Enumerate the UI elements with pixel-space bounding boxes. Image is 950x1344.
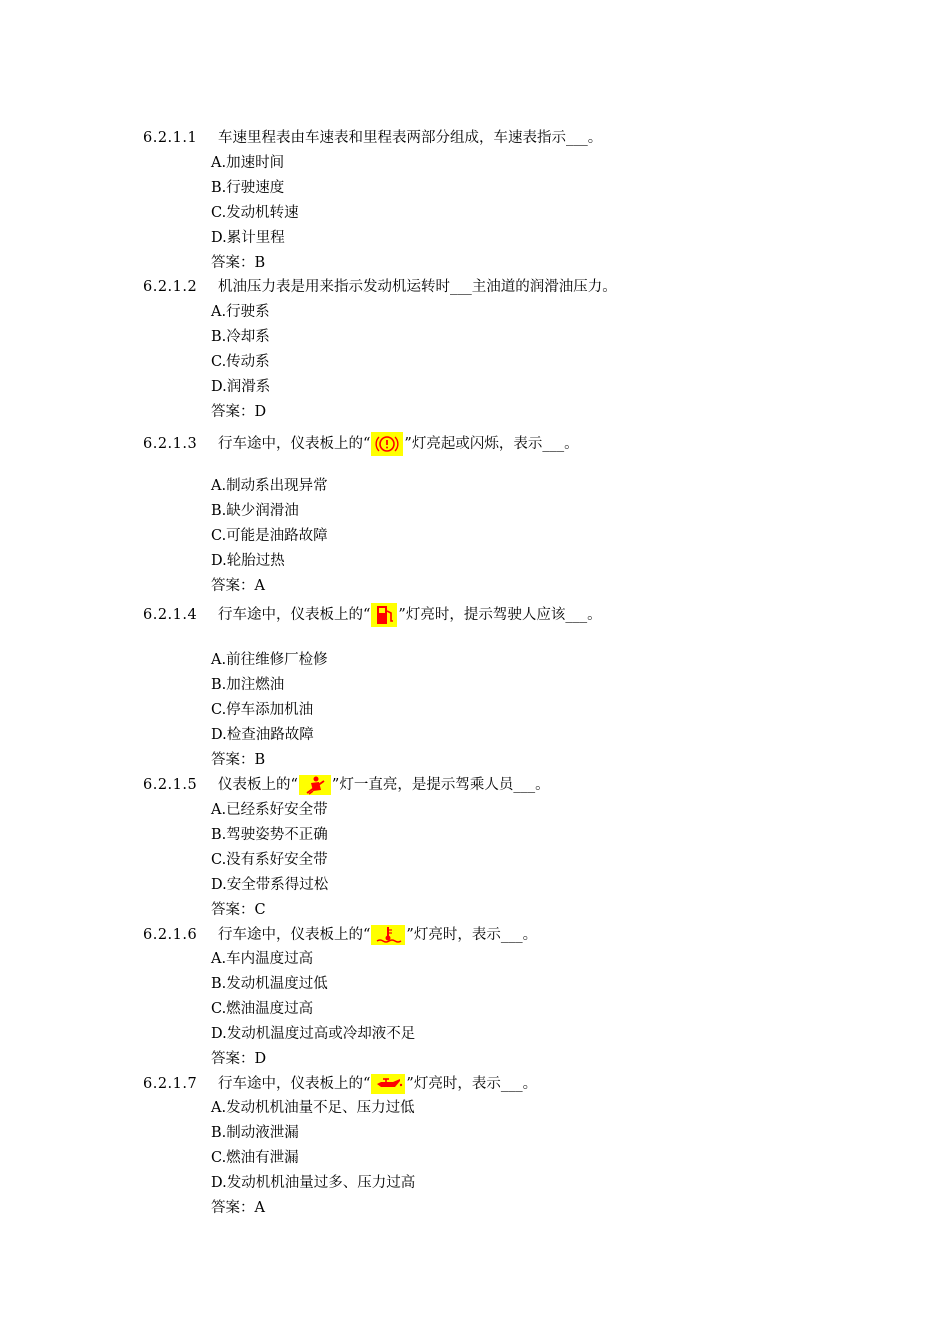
question-stem (143, 432, 579, 456)
option-c: C.停车添加机油 (211, 702, 314, 718)
question-number: 6.2.1.3 (143, 436, 198, 452)
question-text: 机油压力表是用来指示发动机运转时___主油道的润滑油压力。 (218, 279, 617, 295)
option-d: D.发动机机油量过多、压力过高 (211, 1175, 416, 1191)
option-d: D.润滑系 (211, 379, 271, 395)
answer: 答案：A (211, 578, 265, 594)
question-text-before: 行车途中，仪表板上的“ (218, 1076, 371, 1092)
option-b: B.制动液泄漏 (211, 1125, 299, 1141)
option-a: A.前往维修厂检修 (211, 652, 328, 668)
question-text-after: ”灯一直亮，是提示驾乘人员___。 (331, 777, 550, 793)
question-number: 6.2.1.7 (143, 1076, 198, 1092)
question-stem (143, 775, 550, 795)
option-d: D.检查油路故障 (211, 727, 314, 743)
question-text-before: 行车途中，仪表板上的“ (218, 607, 371, 623)
answer: 答案：B (211, 255, 266, 271)
coolant-temperature-icon (371, 925, 405, 945)
option-a: A.已经系好安全带 (211, 802, 328, 818)
answer: 答案：A (211, 1200, 265, 1216)
option-d: D.发动机温度过高或冷却液不足 (211, 1026, 416, 1042)
question-stem (143, 277, 617, 297)
question-text-before: 行车途中，仪表板上的“ (218, 436, 371, 452)
question-stem (143, 603, 602, 627)
option-c: C.燃油有泄漏 (211, 1150, 299, 1166)
option-a: A.行驶系 (211, 304, 270, 320)
fuel-pump-icon (371, 603, 397, 627)
option-b: B.行驶速度 (211, 180, 285, 196)
oil-pressure-icon (371, 1074, 405, 1094)
question-stem (143, 925, 537, 945)
question-number: 6.2.1.6 (143, 927, 198, 943)
answer: 答案：D (211, 404, 267, 420)
option-b: B.驾驶姿势不正确 (211, 827, 328, 843)
option-c: C.燃油温度过高 (211, 1001, 314, 1017)
question-text-after: ”灯亮时，提示驾驶人应该___。 (398, 607, 602, 623)
question-text-after: ”灯亮时，表示___。 (406, 927, 538, 943)
brake-warning-icon (371, 432, 403, 456)
option-c: C.没有系好安全带 (211, 852, 328, 868)
option-c: C.传动系 (211, 354, 270, 370)
question-text-after: ”灯亮起或闪烁，表示___。 (404, 436, 579, 452)
option-c: C.可能是油路故障 (211, 528, 328, 544)
option-b: B.发动机温度过低 (211, 976, 328, 992)
option-d: D.轮胎过热 (211, 553, 285, 569)
question-text: 车速里程表由车速表和里程表两部分组成，车速表指示___。 (218, 130, 603, 146)
question-stem (143, 1074, 537, 1094)
answer: 答案：B (211, 752, 266, 768)
question-number: 6.2.1.5 (143, 777, 198, 793)
question-number: 6.2.1.1 (143, 130, 198, 146)
question-stem (143, 128, 602, 148)
option-d: D.累计里程 (211, 230, 285, 246)
question-text-before: 行车途中，仪表板上的“ (218, 927, 371, 943)
seatbelt-icon (299, 775, 331, 795)
answer: 答案：D (211, 1051, 267, 1067)
question-number: 6.2.1.4 (143, 607, 198, 623)
option-a: A.发动机机油量不足、压力过低 (211, 1100, 415, 1116)
question-text-before: 仪表板上的“ (218, 777, 298, 793)
option-b: B.加注燃油 (211, 677, 285, 693)
option-a: A.制动系出现异常 (211, 478, 328, 494)
option-b: B.冷却系 (211, 329, 270, 345)
option-a: A.加速时间 (211, 155, 285, 171)
option-b: B.缺少润滑油 (211, 503, 299, 519)
question-text-after: ”灯亮时，表示___。 (406, 1076, 538, 1092)
option-a: A.车内温度过高 (211, 951, 314, 967)
answer: 答案：C (211, 902, 266, 918)
option-d: D.安全带系得过松 (211, 877, 329, 893)
question-number: 6.2.1.2 (143, 279, 198, 295)
option-c: C.发动机转速 (211, 205, 299, 221)
